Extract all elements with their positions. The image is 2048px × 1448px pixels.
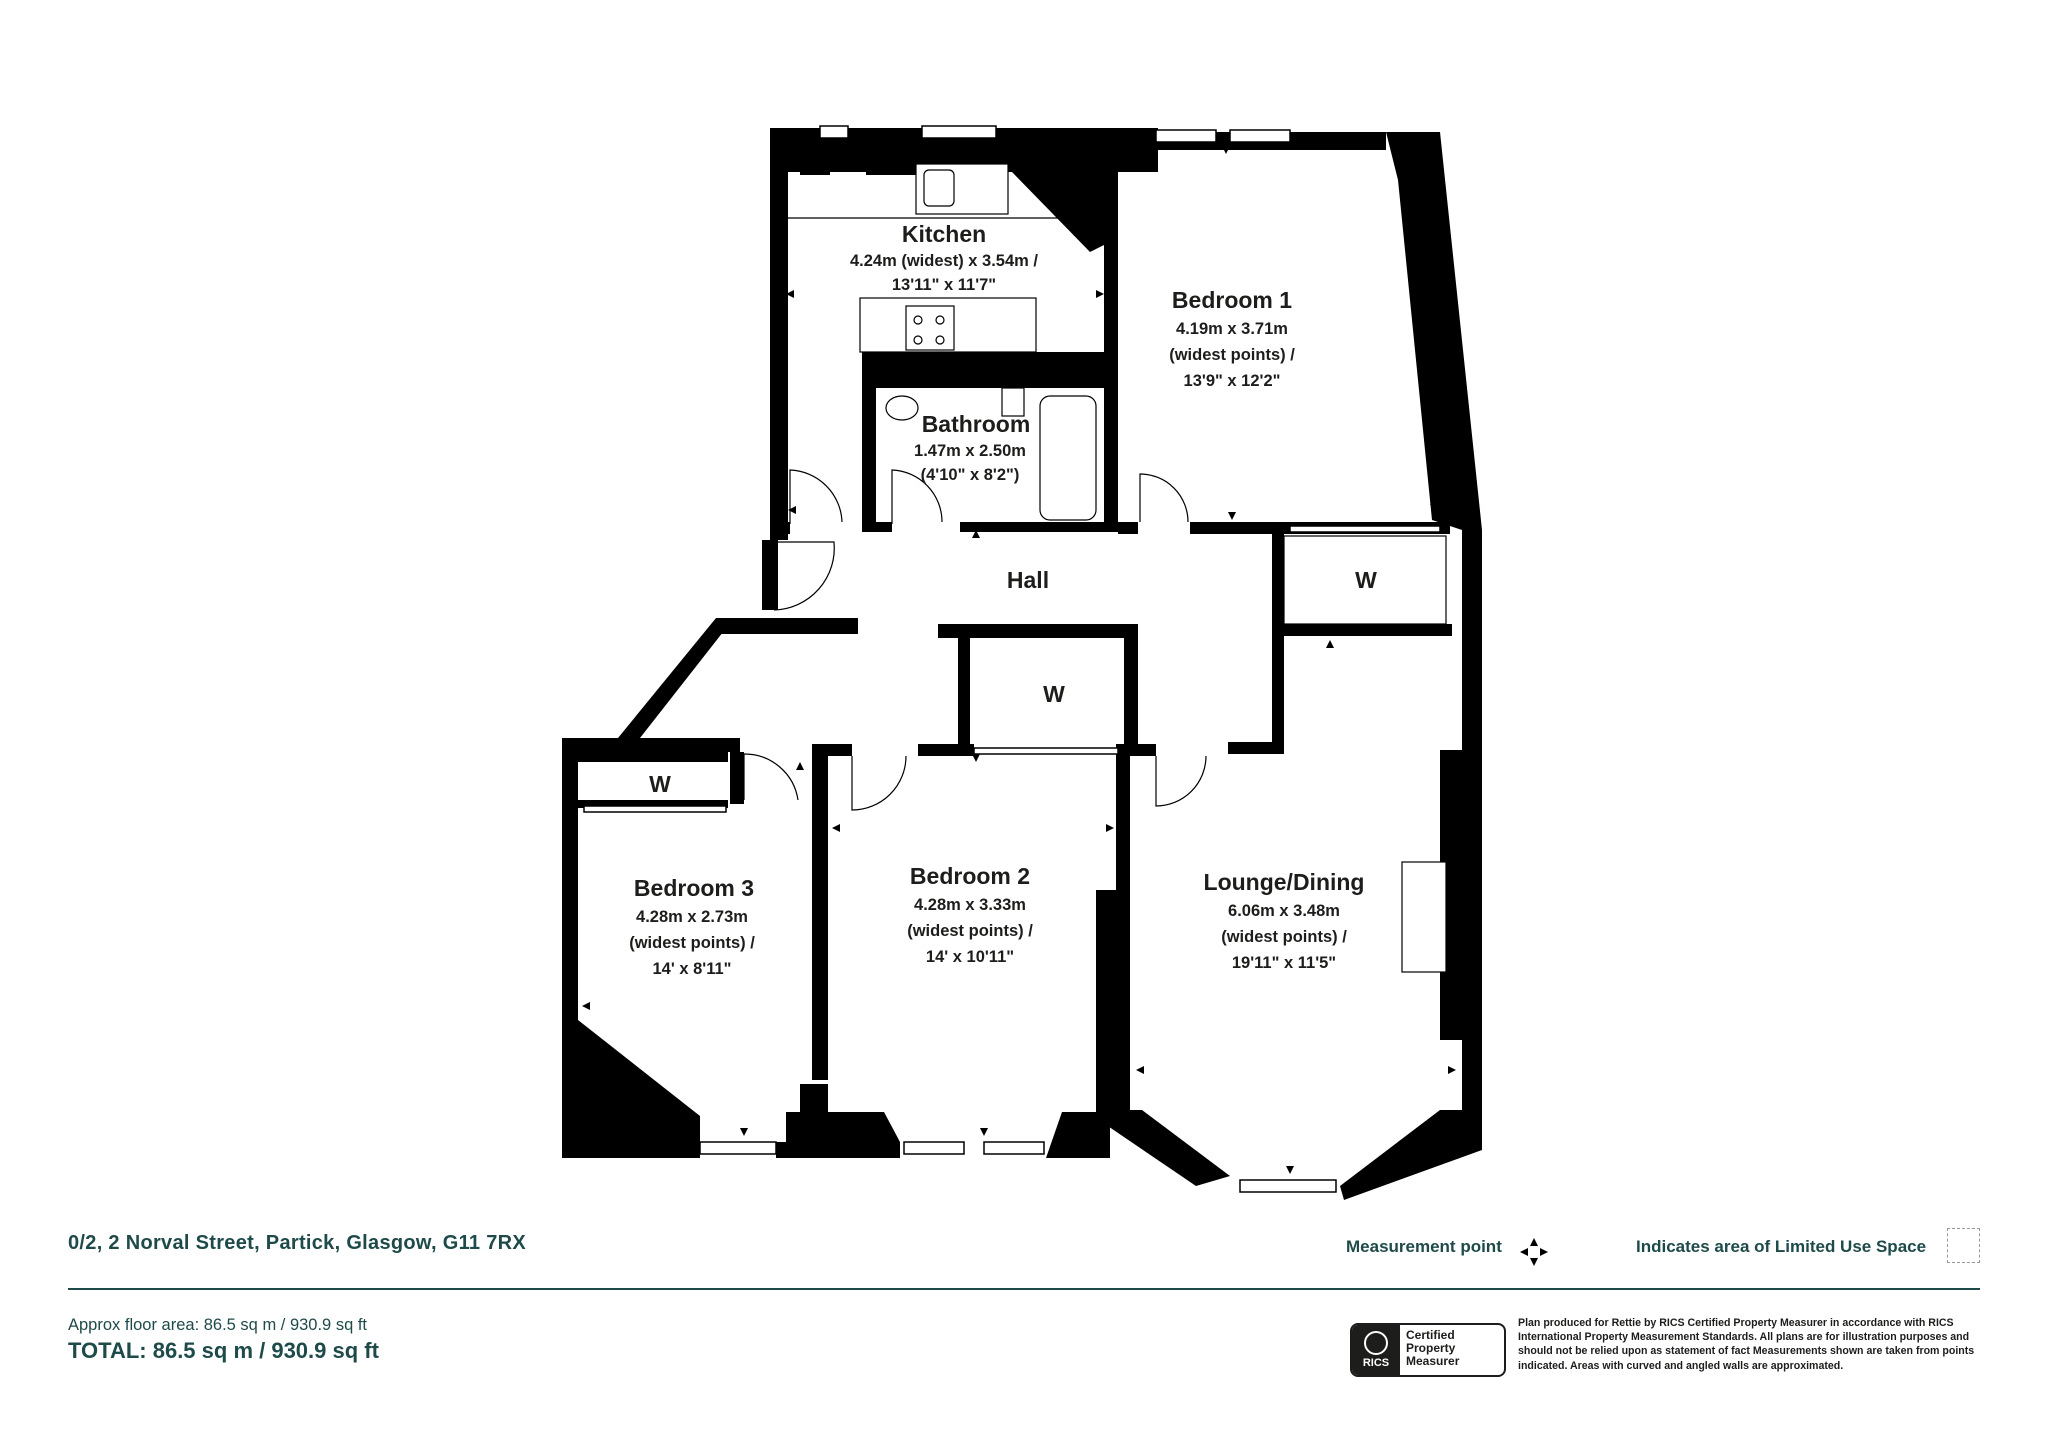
wall — [862, 352, 1104, 388]
wall — [770, 128, 788, 540]
window — [974, 748, 1118, 754]
window — [820, 126, 848, 138]
rics-badge — [1350, 1323, 1506, 1377]
wall — [862, 522, 892, 532]
wall — [958, 638, 970, 746]
wall — [938, 624, 1138, 638]
window — [1156, 130, 1216, 142]
lounge-dim3: 19'11" x 11'5" — [1231, 954, 1337, 972]
wardrobe-bed2-title: W — [1043, 681, 1065, 707]
bathtub — [1040, 396, 1096, 520]
wall — [562, 1020, 700, 1158]
lounge-dim2: (widest points) / — [1221, 928, 1347, 946]
windows — [584, 126, 1440, 1192]
wall — [812, 744, 852, 756]
lounge-dim1: 6.06m x 3.48m — [1228, 902, 1340, 920]
bedroom1-dim2: (widest points) / — [1169, 346, 1295, 364]
bedroom2-dim2: (widest points) / — [907, 922, 1033, 940]
measurement-point-label: Measurement point — [1346, 1237, 1502, 1256]
wall — [1012, 172, 1104, 252]
bathroom-dim1: 1.47m x 2.50m — [914, 442, 1026, 460]
bedroom2-dim3: 14' x 10'11" — [925, 948, 1015, 966]
window — [904, 1142, 964, 1154]
bathroom-dim2: (4'10" x 8'2") — [920, 466, 1020, 484]
disclaimer-text: Plan produced for Rettie by RICS Certified Property Measurer in accordance with RICS International Property Measurement Standards. All plans are for illustration purposes and should not be relied upon as statement of fact Measurements shown are taken from points indicated. Areas with curved and angled walls are approximated. — [1518, 1317, 1975, 1372]
wall — [1116, 744, 1130, 894]
bedroom2-dim1: 4.28m x 3.33m — [914, 896, 1026, 914]
window — [1230, 130, 1290, 142]
bedroom2-title: Bedroom 2 — [909, 863, 1031, 889]
rics-logo-text: RICS — [1362, 1357, 1390, 1369]
rics-line3: Measurer — [1406, 1354, 1460, 1368]
limited-use-label: Indicates area of Limited Use Space — [1636, 1237, 1927, 1256]
rics-line1: Certified — [1406, 1328, 1455, 1342]
rics-emblem-icon — [1364, 1331, 1388, 1355]
window — [984, 1142, 1044, 1154]
basin — [886, 396, 918, 420]
approx-floor-area: Approx floor area: 86.5 sq m / 930.9 sq ft — [68, 1316, 367, 1334]
rics-line2: Property — [1406, 1341, 1456, 1355]
wall — [1096, 890, 1130, 1110]
wall — [862, 388, 876, 528]
wall — [770, 522, 790, 534]
window — [922, 126, 996, 138]
wall — [960, 522, 1120, 532]
wall — [1340, 1110, 1482, 1200]
wall — [1282, 624, 1452, 636]
address-label: 0/2, 2 Norval Street, Partick, Glasgow, G11 7RX — [68, 1232, 527, 1254]
wardrobe-hall-title: W — [1355, 567, 1377, 593]
wall — [776, 1142, 800, 1158]
wall — [618, 618, 734, 738]
bedroom3-dim2: (widest points) / — [629, 934, 755, 952]
walls — [562, 128, 1482, 1200]
rics-logo — [1352, 1325, 1400, 1375]
wardrobe-bed3-title: W — [649, 771, 671, 797]
fireplace — [1402, 862, 1446, 972]
bathroom-title: Bathroom — [921, 411, 1031, 437]
kitchen-dim2: 13'11" x 11'7" — [891, 276, 997, 294]
bedroom3-title: Bedroom 3 — [633, 875, 755, 901]
wall — [1096, 1110, 1230, 1186]
kitchen-title: Kitchen — [901, 221, 987, 247]
bedroom1-dim1: 4.19m x 3.71m — [1176, 320, 1288, 338]
wall — [1116, 744, 1156, 756]
wall — [1118, 522, 1138, 534]
bedroom3-dim3: 14' x 8'11" — [652, 960, 732, 978]
kitchen-dim1: 4.24m (widest) x 3.54m / — [849, 252, 1039, 270]
rics-badge-text — [1400, 1325, 1465, 1375]
wall — [578, 752, 728, 762]
bedroom1-title: Bedroom 1 — [1171, 287, 1293, 313]
window — [1240, 1180, 1336, 1192]
window — [584, 806, 726, 812]
wall — [730, 752, 744, 804]
hall-title: Hall — [1006, 567, 1050, 593]
bedroom3-dim1: 4.28m x 2.73m — [636, 908, 748, 926]
wall — [762, 540, 778, 610]
limited-use-swatch — [1947, 1228, 1980, 1263]
wall — [1104, 172, 1118, 532]
wall — [918, 744, 974, 756]
wall — [1228, 742, 1284, 754]
wall — [1124, 624, 1138, 746]
wall — [786, 1112, 900, 1158]
window — [700, 1142, 776, 1154]
wall — [812, 750, 828, 1080]
footer-divider — [68, 1288, 1980, 1290]
window — [1290, 526, 1440, 532]
total-floor-area: TOTAL: 86.5 sq m / 930.9 sq ft — [68, 1338, 379, 1363]
bedroom1-dim3: 13'9" x 12'2" — [1183, 372, 1281, 390]
wall — [1272, 524, 1284, 750]
lounge-title: Lounge/Dining — [1203, 869, 1365, 895]
measurement-point-icon — [1518, 1236, 1550, 1268]
wall — [866, 150, 916, 175]
wall — [562, 738, 740, 752]
wall — [720, 618, 858, 634]
